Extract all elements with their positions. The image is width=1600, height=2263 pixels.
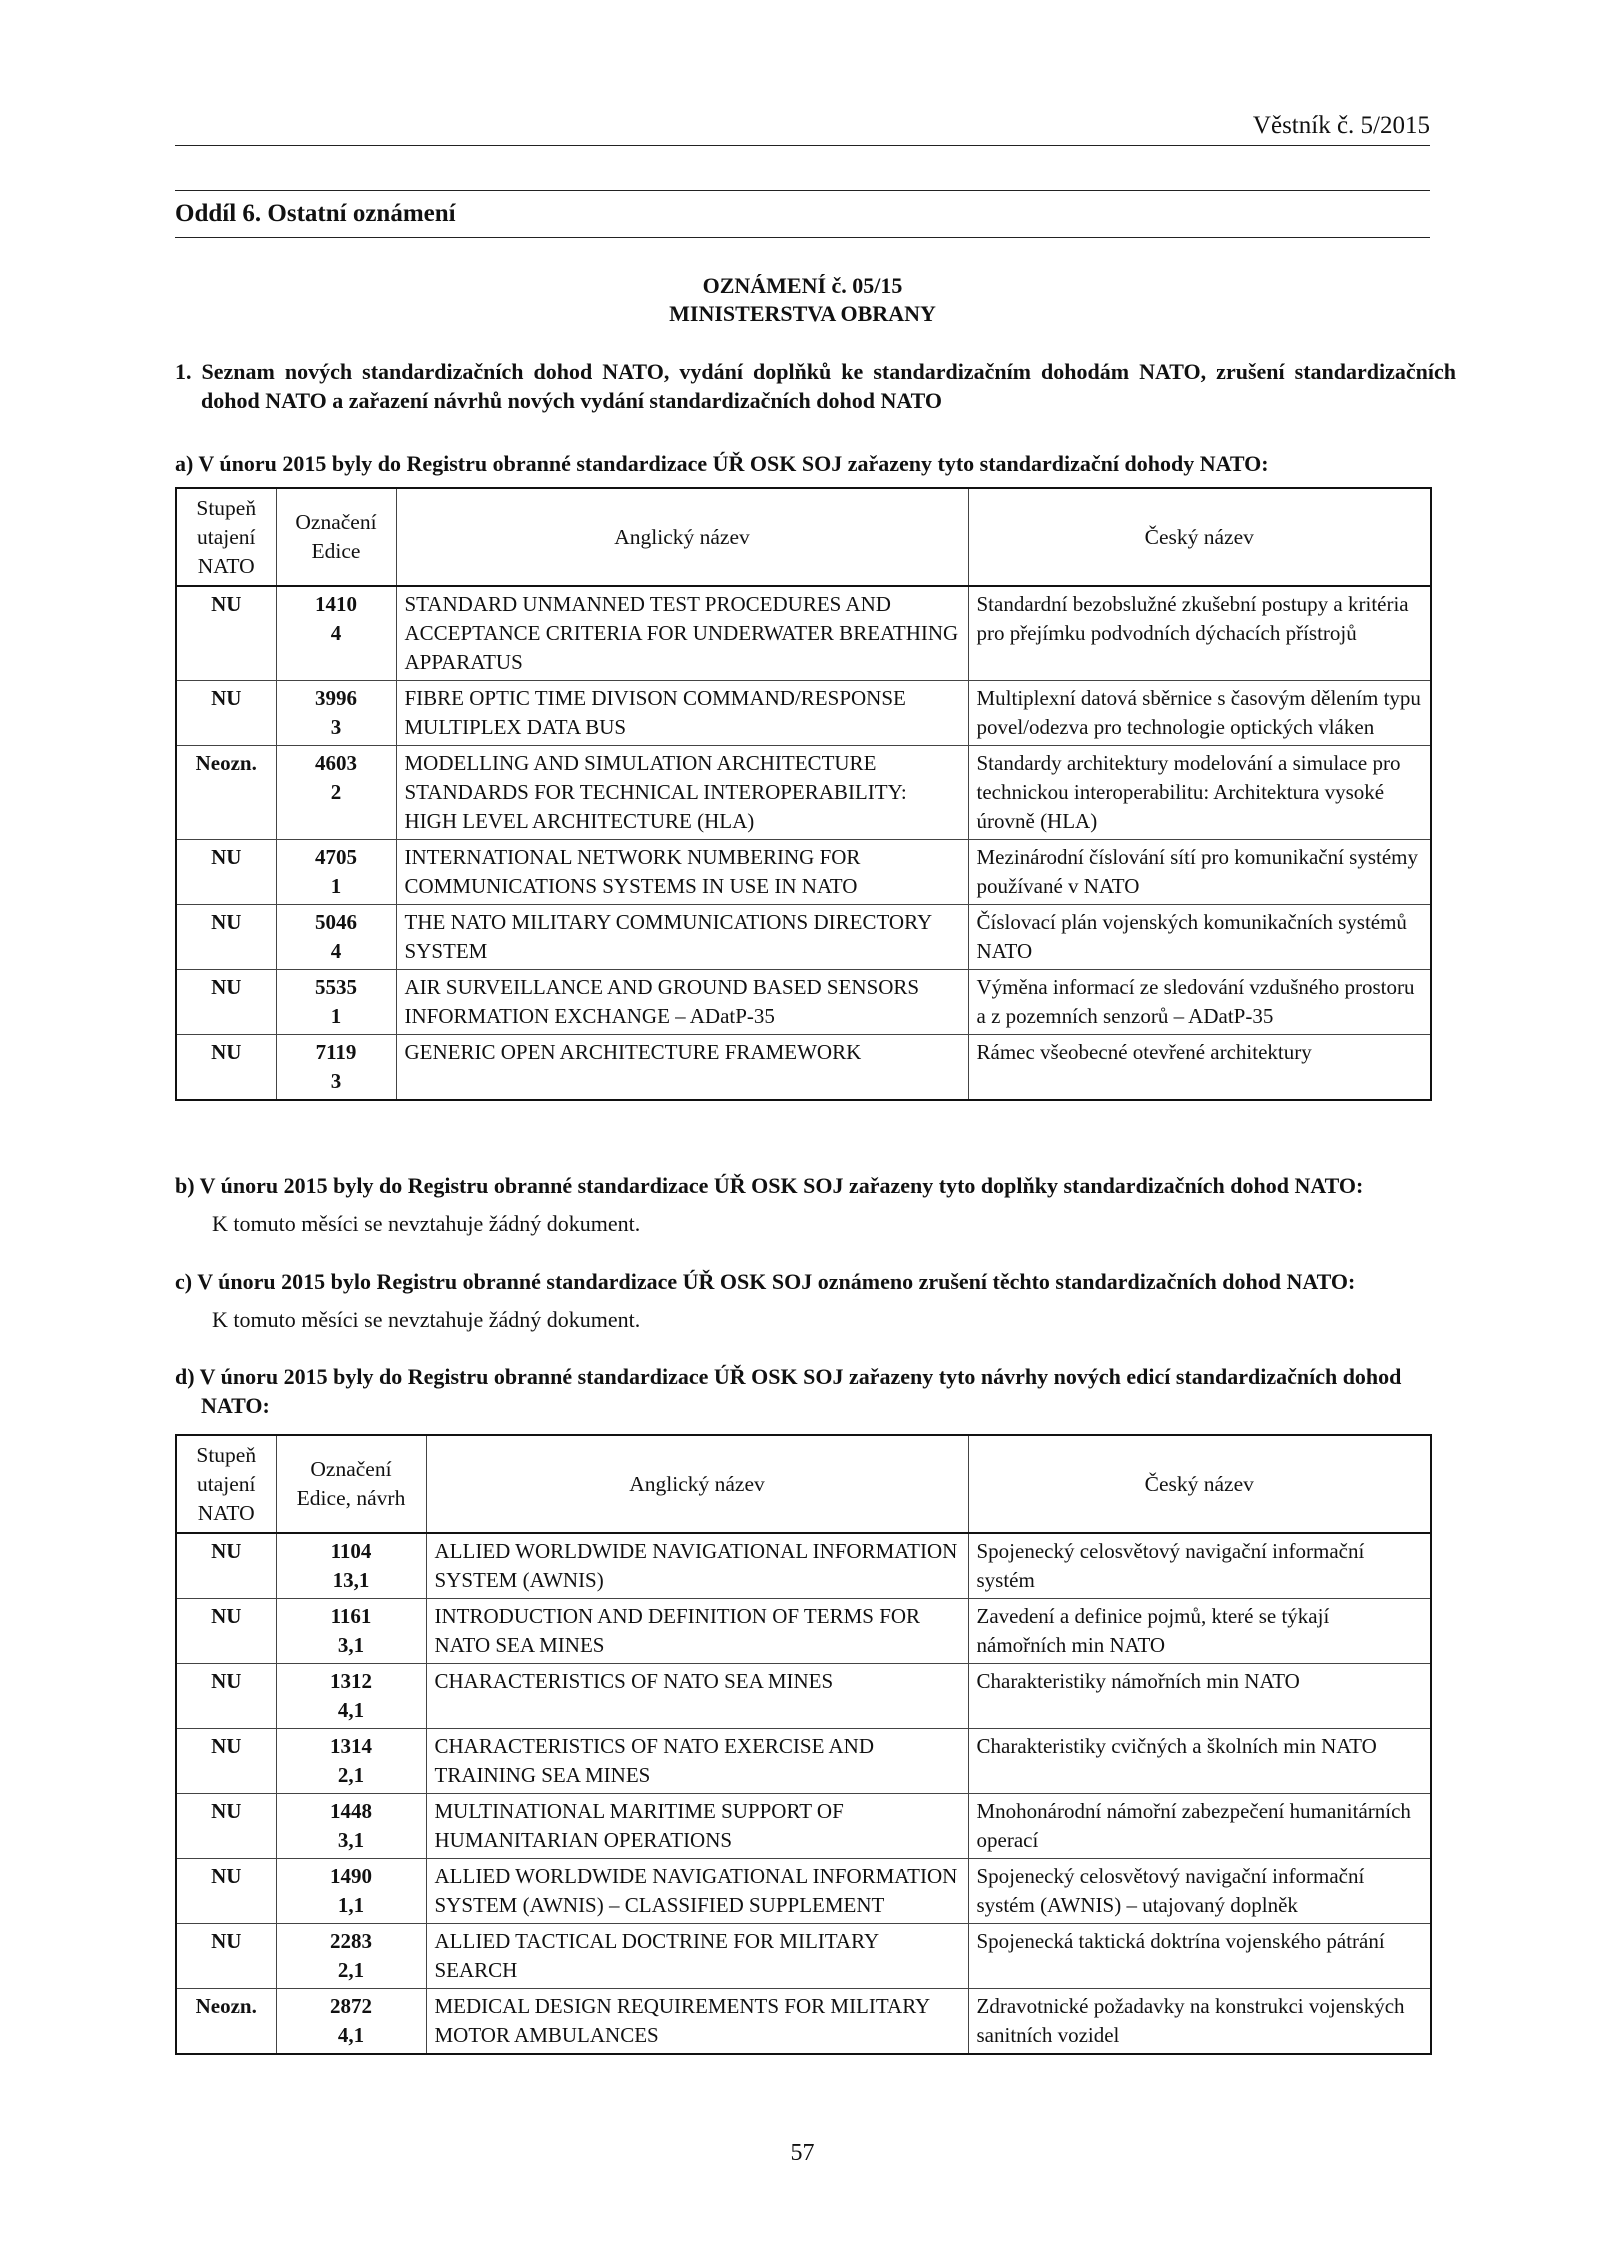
part-a-heading: a) V únoru 2015 byly do Registru obranné standardizace ÚŘ OSK SOJ zařazeny tyto standardizační dohody NATO: — [175, 451, 1269, 476]
english-title-cell — [426, 1794, 968, 1859]
czech-title-text: Charakteristiky námořních min NATO — [976, 1669, 1300, 1693]
czech-title-text: Mnohonárodní námořní zabezpečení humanitárních operací — [976, 1799, 1411, 1852]
classification-cell — [176, 1035, 276, 1101]
designation-cell — [276, 1924, 426, 1989]
english-title-cell — [396, 746, 968, 840]
czech-title-text: Standardy architektury modelování a simulace pro technickou interoperabilitu: Architektura vysoké úrovně (HLA) — [976, 751, 1401, 833]
english-title-text: FIBRE OPTIC TIME DIVISON COMMAND/RESPONSE MULTIPLEX DATA BUS — [404, 686, 906, 739]
section-rule-top — [175, 190, 1430, 191]
designation-cell — [276, 1035, 396, 1101]
classification-text: NU — [211, 592, 242, 616]
english-title-text: INTRODUCTION AND DEFINITION OF TERMS FOR NATO SEA MINES — [434, 1604, 921, 1657]
english-title-cell — [396, 905, 968, 970]
part-c-heading: c) V únoru 2015 bylo Registru obranné standardizace ÚŘ OSK SOJ oznámeno zrušení těchto standardizačních dohod NATO: — [175, 1269, 1356, 1294]
part-c-note: K tomuto měsíci se nevztahuje žádný dokument. — [212, 1307, 641, 1332]
classification-text: Neozn. — [195, 751, 257, 775]
designation-cell — [276, 840, 396, 905]
classification-cell — [176, 586, 276, 681]
header-english-title: Anglický název — [396, 488, 968, 586]
stanag-number: 1104 — [330, 1539, 372, 1563]
item-1-heading: 1. Seznam nových standardizačních dohod NATO, vydání doplňků ke standardizačním dohodám NATO, zrušení standardizačních dohod NATO a zařazení návrhů nových vydání standardizačních dohod NATO — [175, 359, 1456, 413]
designation-cell — [276, 1533, 426, 1599]
notice-ministry: MINISTERSTVA OBRANY — [669, 301, 936, 326]
header-rule — [175, 145, 1430, 146]
table-row — [176, 840, 1431, 905]
czech-title-cell — [968, 1924, 1431, 1989]
classification-text: NU — [211, 1539, 242, 1563]
english-title-cell — [426, 1989, 968, 2055]
table-row — [176, 1924, 1431, 1989]
edition-number: 3 — [330, 715, 342, 739]
table-row — [176, 1859, 1431, 1924]
edition-number: 2,1 — [337, 1763, 365, 1787]
stanag-number: 1490 — [330, 1864, 372, 1888]
czech-title-cell — [968, 1533, 1431, 1599]
classification-cell — [176, 840, 276, 905]
designation-cell — [276, 1664, 426, 1729]
czech-title-text: Rámec všeobecné otevřené architektury — [976, 1040, 1312, 1064]
designation-cell — [276, 1989, 426, 2055]
classification-text: NU — [211, 686, 242, 710]
english-title-text: ALLIED WORLDWIDE NAVIGATIONAL INFORMATION SYSTEM (AWNIS) – CLASSIFIED SUPPLEMENT — [434, 1864, 958, 1917]
czech-title-cell — [968, 586, 1431, 681]
czech-title-cell — [968, 1859, 1431, 1924]
english-title-text: INTERNATIONAL NETWORK NUMBERING FOR COMMUNICATIONS SYSTEMS IN USE IN NATO — [404, 845, 861, 898]
stanag-number: 1410 — [315, 592, 357, 616]
page-number: 57 — [790, 2140, 815, 2166]
english-title-cell — [426, 1924, 968, 1989]
table-row — [176, 970, 1431, 1035]
czech-title-cell — [968, 1729, 1431, 1794]
english-title-text: MULTINATIONAL MARITIME SUPPORT OF HUMANITARIAN OPERATIONS — [434, 1799, 844, 1852]
classification-cell — [176, 1794, 276, 1859]
classification-text: NU — [211, 910, 242, 934]
english-title-text: STANDARD UNMANNED TEST PROCEDURES AND ACCEPTANCE CRITERIA FOR UNDERWATER BREATHING APPARATUS — [404, 592, 959, 674]
english-title-cell — [396, 1035, 968, 1101]
table-row — [176, 1533, 1431, 1599]
stanag-number: 1314 — [330, 1734, 372, 1758]
english-title-text: CHARACTERISTICS OF NATO EXERCISE AND TRAINING SEA MINES — [434, 1734, 874, 1787]
classification-cell — [176, 1533, 276, 1599]
classification-text: NU — [211, 1040, 242, 1064]
edition-number: 4 — [330, 621, 342, 645]
table-row — [176, 1035, 1431, 1101]
english-title-cell — [426, 1664, 968, 1729]
notice-number: OZNÁMENÍ č. 05/15 — [702, 273, 903, 298]
stanag-number: 2283 — [330, 1929, 372, 1953]
english-title-text: THE NATO MILITARY COMMUNICATIONS DIRECTORY SYSTEM — [404, 910, 932, 963]
edition-number: 3 — [330, 1069, 342, 1093]
stanag-number: 2872 — [330, 1994, 372, 2018]
classification-cell — [176, 1729, 276, 1794]
czech-title-text: Standardní bezobslužné zkušební postupy a kritéria pro přejímku podvodních dýchacích přístrojů — [976, 592, 1409, 645]
stanag-number: 4603 — [315, 751, 357, 775]
header-english-title: Anglický název — [426, 1435, 968, 1533]
table-a-body — [176, 586, 1431, 1100]
english-title-text: MODELLING AND SIMULATION ARCHITECTURE STANDARDS FOR TECHNICAL INTEROPERABILITY: HIGH LEVEL ARCHITECTURE (HLA) — [404, 751, 907, 833]
stanag-number: 3996 — [315, 686, 357, 710]
designation-cell — [276, 1794, 426, 1859]
classification-cell — [176, 1599, 276, 1664]
table-row — [176, 1729, 1431, 1794]
classification-text: NU — [211, 1734, 242, 1758]
czech-title-cell — [968, 746, 1431, 840]
table-row — [176, 1989, 1431, 2055]
czech-title-text: Mezinárodní číslování sítí pro komunikační systémy používané v NATO — [976, 845, 1419, 898]
designation-cell — [276, 681, 396, 746]
classification-cell — [176, 1989, 276, 2055]
czech-title-text: Spojenecká taktická doktrína vojenského pátrání — [976, 1929, 1385, 1953]
czech-title-text: Spojenecký celosvětový navigační informační systém — [976, 1539, 1365, 1592]
english-title-cell — [396, 970, 968, 1035]
header-designation: Označení Edice — [276, 488, 396, 586]
stanag-number: 5046 — [315, 910, 357, 934]
czech-title-cell — [968, 905, 1431, 970]
header-czech-title: Český název — [968, 488, 1431, 586]
table-row — [176, 746, 1431, 840]
header-czech-title: Český název — [968, 1435, 1431, 1533]
classification-text: NU — [211, 1669, 242, 1693]
table-row — [176, 1794, 1431, 1859]
czech-title-text: Charakteristiky cvičných a školních min NATO — [976, 1734, 1377, 1758]
edition-number: 13,1 — [332, 1568, 370, 1592]
english-title-text: GENERIC OPEN ARCHITECTURE FRAMEWORK — [404, 1040, 862, 1064]
edition-number: 3,1 — [337, 1633, 365, 1657]
czech-title-text: Číslovací plán vojenských komunikačních systémů NATO — [976, 910, 1407, 963]
czech-title-cell — [968, 1794, 1431, 1859]
czech-title-cell — [968, 1035, 1431, 1101]
english-title-cell — [396, 840, 968, 905]
edition-number: 2,1 — [337, 1958, 365, 1982]
classification-text: NU — [211, 1604, 242, 1628]
designation-cell — [276, 970, 396, 1035]
english-title-cell — [426, 1859, 968, 1924]
czech-title-cell — [968, 970, 1431, 1035]
edition-number: 4,1 — [337, 2023, 365, 2047]
czech-title-text: Výměna informací ze sledování vzdušného prostoru a z pozemních senzorů – ADatP-35 — [976, 975, 1415, 1028]
classification-text: NU — [211, 1864, 242, 1888]
classification-cell — [176, 905, 276, 970]
czech-title-cell — [968, 1664, 1431, 1729]
classification-text: NU — [211, 1929, 242, 1953]
edition-number: 1 — [330, 1004, 342, 1028]
english-title-cell — [396, 681, 968, 746]
designation-cell — [276, 586, 396, 681]
english-title-text: ALLIED TACTICAL DOCTRINE FOR MILITARY SEARCH — [434, 1929, 879, 1982]
header-classification: Stupeň utajení NATO — [176, 488, 276, 586]
classification-text: NU — [211, 1799, 242, 1823]
designation-cell — [276, 1599, 426, 1664]
czech-title-text: Zavedení a definice pojmů, které se týkají námořních min NATO — [976, 1604, 1330, 1657]
edition-number: 1 — [330, 874, 342, 898]
czech-title-text: Zdravotnické požadavky na konstrukci vojenských sanitních vozidel — [976, 1994, 1405, 2047]
part-d-heading: d) V únoru 2015 byly do Registru obranné standardizace ÚŘ OSK SOJ zařazeny tyto návrhy nových edicí standardizačních dohod NATO: — [175, 1364, 1402, 1418]
table-d-body — [176, 1533, 1431, 2054]
english-title-text: CHARACTERISTICS OF NATO SEA MINES — [434, 1669, 834, 1693]
english-title-text: MEDICAL DESIGN REQUIREMENTS FOR MILITARY MOTOR AMBULANCES — [434, 1994, 930, 2047]
part-b-heading: b) V únoru 2015 byly do Registru obranné standardizace ÚŘ OSK SOJ zařazeny tyto doplňky standardizačních dohod NATO: — [175, 1173, 1364, 1198]
classification-text: NU — [211, 975, 242, 999]
czech-title-cell — [968, 1599, 1431, 1664]
english-title-cell — [426, 1599, 968, 1664]
classification-text: NU — [211, 845, 242, 869]
classification-text: Neozn. — [195, 1994, 257, 2018]
table-row — [176, 905, 1431, 970]
designation-cell — [276, 1729, 426, 1794]
edition-number: 4,1 — [337, 1698, 365, 1722]
stanag-number: 1312 — [330, 1669, 372, 1693]
czech-title-cell — [968, 840, 1431, 905]
stanag-number: 1161 — [330, 1604, 372, 1628]
designation-cell — [276, 746, 396, 840]
section-title: Oddíl 6. Ostatní oznámení — [175, 200, 456, 227]
czech-title-cell — [968, 1989, 1431, 2055]
stanag-number: 7119 — [315, 1040, 357, 1064]
table-d — [175, 1434, 1432, 2055]
classification-cell — [176, 1664, 276, 1729]
english-title-text: AIR SURVEILLANCE AND GROUND BASED SENSORS INFORMATION EXCHANGE – ADatP-35 — [404, 975, 920, 1028]
czech-title-cell — [968, 681, 1431, 746]
english-title-cell — [396, 586, 968, 681]
header-designation: Označení Edice, návrh — [276, 1435, 426, 1533]
designation-cell — [276, 905, 396, 970]
english-title-text: ALLIED WORLDWIDE NAVIGATIONAL INFORMATION SYSTEM (AWNIS) — [434, 1539, 958, 1592]
classification-cell — [176, 970, 276, 1035]
section-rule-bottom — [175, 237, 1430, 238]
classification-cell — [176, 746, 276, 840]
czech-title-text: Spojenecký celosvětový navigační informační systém (AWNIS) – utajovaný doplněk — [976, 1864, 1365, 1917]
edition-number: 4 — [330, 939, 342, 963]
classification-cell — [176, 681, 276, 746]
classification-cell — [176, 1859, 276, 1924]
english-title-cell — [426, 1533, 968, 1599]
edition-number: 3,1 — [337, 1828, 365, 1852]
table-row — [176, 586, 1431, 681]
czech-title-text: Multiplexní datová sběrnice s časovým dělením typu povel/odezva pro technologie optických vláken — [976, 686, 1421, 739]
classification-cell — [176, 1924, 276, 1989]
part-b-note: K tomuto měsíci se nevztahuje žádný dokument. — [212, 1211, 641, 1236]
table-row — [176, 1664, 1431, 1729]
edition-number: 1,1 — [337, 1893, 365, 1917]
journal-header: Věstník č. 5/2015 — [1252, 112, 1430, 139]
stanag-number: 1448 — [330, 1799, 372, 1823]
english-title-cell — [426, 1729, 968, 1794]
designation-cell — [276, 1859, 426, 1924]
table-row — [176, 1599, 1431, 1664]
header-classification: Stupeň utajení NATO — [176, 1435, 276, 1533]
edition-number: 2 — [330, 780, 342, 804]
stanag-number: 5535 — [315, 975, 357, 999]
table-row — [176, 681, 1431, 746]
stanag-number: 4705 — [315, 845, 357, 869]
table-a — [175, 487, 1432, 1101]
